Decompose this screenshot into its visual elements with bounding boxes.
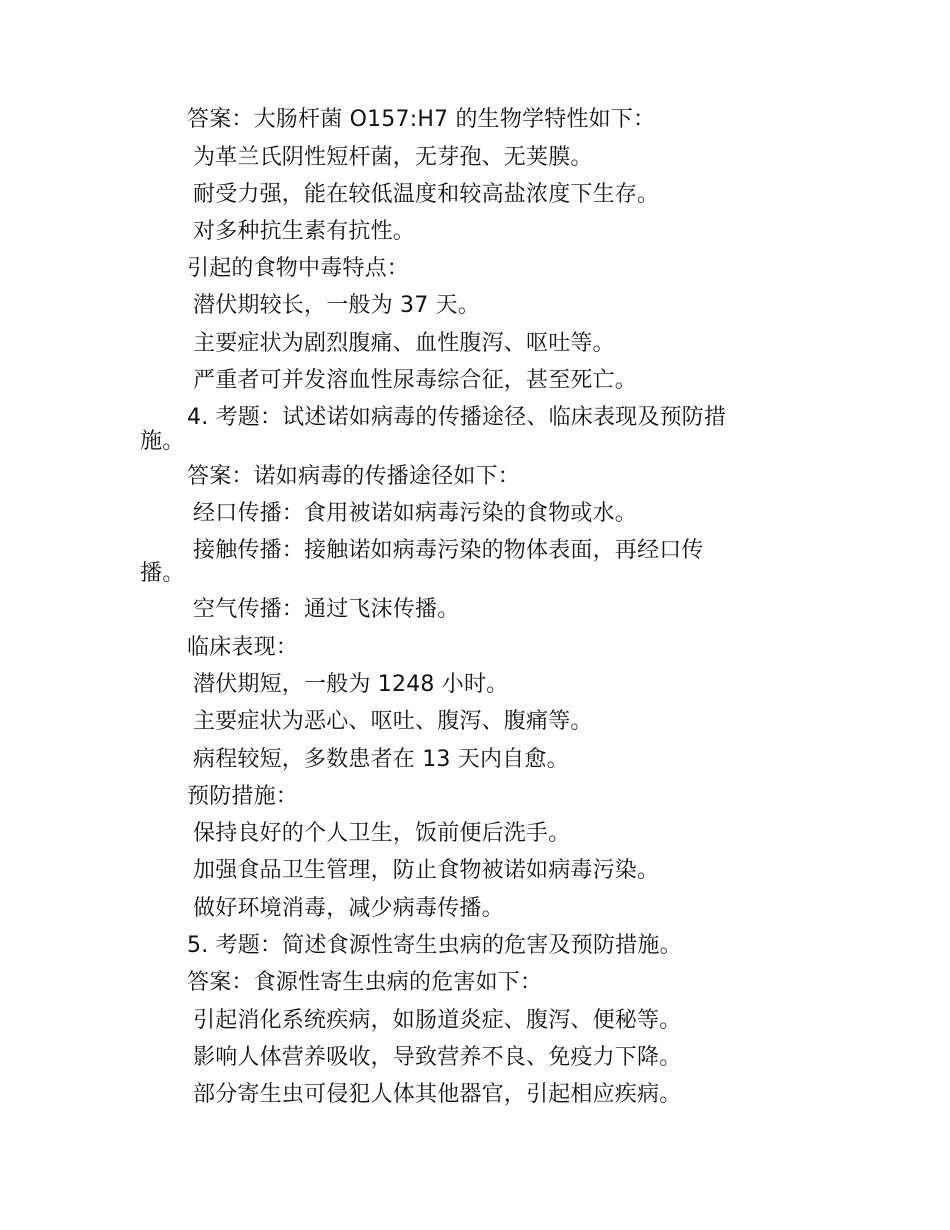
subheading-line: 引起的食物中毒特点： (187, 256, 410, 281)
paragraph-line: 耐受力强，能在较低温度和较高盐浓度下生存。 (193, 182, 660, 207)
paragraph-line: 部分寄生虫可侵犯人体其他器官，引起相应疾病。 (193, 1082, 682, 1107)
paragraph-line: 严重者可并发溶血性尿毒综合征，甚至死亡。 (193, 368, 638, 393)
paragraph-line: 空气传播：通过飞沫传播。 (193, 597, 460, 622)
paragraph-line: 病程较短，多数患者在 13 天内自愈。 (193, 747, 569, 772)
wrapped-continuation: 播。 (140, 561, 185, 586)
paragraph-line: 经口传播：食用被诺如病毒污染的食物或水。 (193, 501, 638, 526)
paragraph-line: 保持良好的个人卫生，饭前便后洗手。 (193, 821, 571, 846)
subheading-line: 预防措施： (187, 784, 299, 809)
answer-heading-norovirus: 答案：诺如病毒的传播途径如下： (187, 464, 521, 489)
paragraph-line: 主要症状为恶心、呕吐、腹泻、腹痛等。 (193, 709, 593, 734)
question-heading-5: 5. 考题：简述食源性寄生虫病的危害及预防措施。 (187, 933, 682, 958)
paragraph-line: 加强食品卫生管理，防止食物被诺如病毒污染。 (193, 858, 660, 883)
answer-heading-parasite: 答案：食源性寄生虫病的危害如下： (187, 970, 543, 995)
paragraph-line: 接触传播：接触诺如病毒污染的物体表面，再经口传 (193, 538, 704, 563)
wrapped-continuation: 施。 (140, 429, 185, 454)
question-heading-4: 4. 考题：试述诺如病毒的传播途径、临床表现及预防措 (187, 405, 727, 430)
paragraph-line: 引起消化系统疾病，如肠道炎症、腹泻、便秘等。 (193, 1008, 682, 1033)
paragraph-line: 对多种抗生素有抗性。 (193, 219, 416, 244)
paragraph-line: 潜伏期短，一般为 1248 小时。 (193, 672, 509, 697)
subheading-line: 临床表现： (187, 635, 299, 660)
paragraph-line: 做好环境消毒，减少病毒传播。 (193, 896, 504, 921)
paragraph-line: 为革兰氏阴性短杆菌，无芽孢、无荚膜。 (193, 145, 593, 170)
paragraph-line: 潜伏期较长，一般为 37 天。 (193, 293, 480, 318)
answer-heading-ecoli: 答案：大肠杆菌 O157:H7 的生物学特性如下： (187, 107, 656, 132)
paragraph-line: 影响人体营养吸收，导致营养不良、免疫力下降。 (193, 1045, 682, 1070)
paragraph-line: 主要症状为剧烈腹痛、血性腹泻、呕吐等。 (193, 331, 615, 356)
